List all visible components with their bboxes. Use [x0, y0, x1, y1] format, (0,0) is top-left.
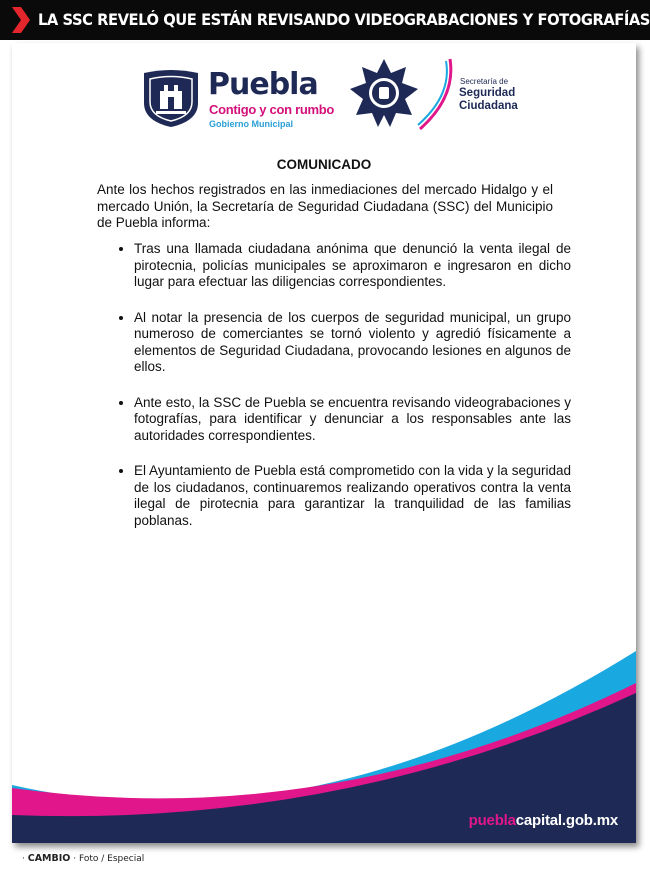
bullet-item: • Tras una llamada ciudadana anónima que denunció la venta ilegal de pirotecnia, policías municipales se aproximaron e ingresaron en dicho lugar para efectuar las diligencias correspondientes. [134, 241, 571, 291]
ssc-logo-line2: Seguridad [459, 87, 516, 99]
headline-bar [0, 0, 650, 40]
ssc-arc-icon [416, 57, 456, 131]
footer-url [469, 812, 618, 829]
police-star-badge-icon [348, 57, 420, 129]
puebla-logo-tagline: Contigo y con rumbo [209, 102, 335, 117]
city-shield-icon [138, 69, 204, 129]
logo-row [12, 43, 636, 143]
bullet-item: • Ante esto, la SSC de Puebla se encuentra revisando videograbaciones y fotografías, para identificar y denunciar a los responsables ante las autoridades correspondientes. [134, 395, 571, 445]
credit-source: Especial [107, 854, 145, 864]
chevron-right-icon [12, 7, 30, 33]
ssc-logo-line1: Secretaría de [460, 77, 509, 86]
puebla-logo-name: Puebla [208, 67, 318, 102]
credit-photo: Foto [78, 854, 99, 864]
footer-url-part1: puebla [468, 812, 516, 829]
press-release-page [12, 43, 636, 843]
photo-credit: · CAMBIO · Foto / Especial [22, 853, 145, 864]
bullet-item: • El Ayuntamiento de Puebla está comprometido con la vida y la seguridad de los ciudadanos, continuaremos realizando operativos contra la venta ilegal de pirotecnia para garantizar la tranquilidad de las familias poblanas. [134, 463, 571, 529]
credit-outlet: CAMBIO [27, 853, 71, 864]
footer-url-part2: capital.gob.mx [515, 812, 618, 829]
headline-text: LA SSC REVELÓ QUE ESTÁN REVISANDO VIDEOGRABACIONES Y FOTOGRAFÍAS [38, 10, 650, 29]
document-intro: Ante los hechos registrados en las inmediaciones del mercado Hidalgo y el mercado Unión, la Secretaría de Seguridad Ciudadana (SSC) del Municipio de Puebla informa: [97, 182, 553, 230]
puebla-logo-gobierno: Gobierno Municipal [209, 119, 294, 129]
document-title: COMUNICADO [276, 157, 372, 172]
bullet-list [116, 241, 571, 548]
ssc-logo-line3: Ciudadana [459, 100, 518, 112]
bullet-item: • Al notar la presencia de los cuerpos de seguridad municipal, un grupo numeroso de comerciantes se tornó violento y agredió físicamente a elementos de Seguridad Ciudadana, provocando lesiones en algunos de ellos. [134, 310, 571, 376]
